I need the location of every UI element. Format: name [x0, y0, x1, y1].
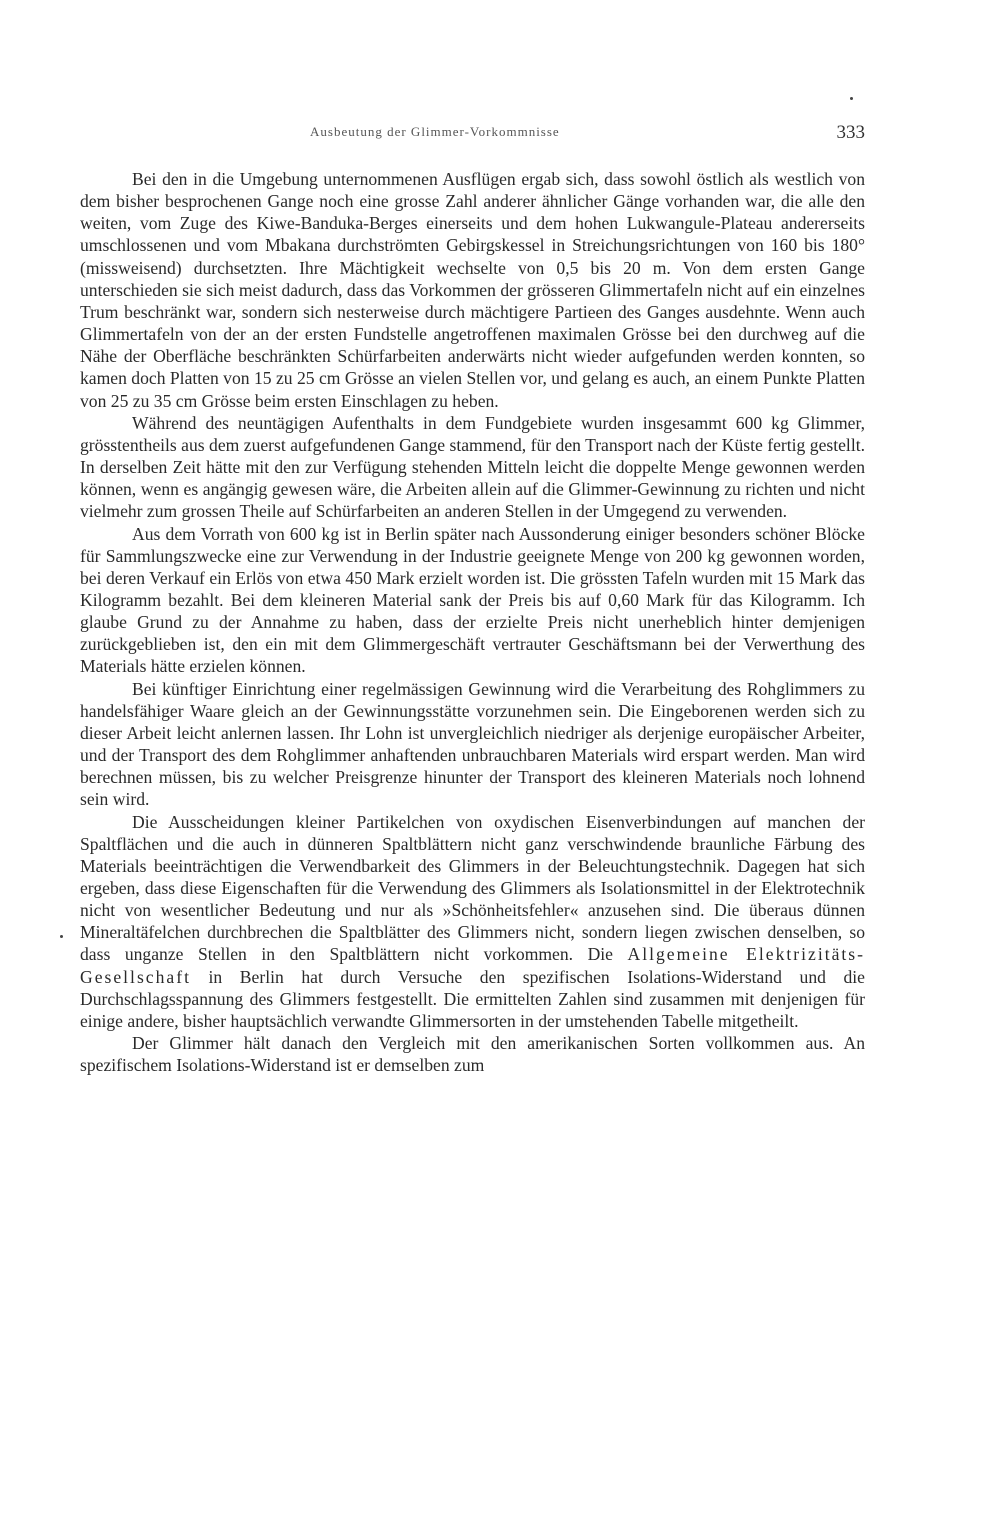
paragraph-3-text: Aus dem Vorrath von 600 kg ist in Berlin später nach Aussonderung einiger besonders schöner Blöcke für Sammlungszwecke eine zur Verwendung in der Industrie geeignete Menge von 200 kg gewonnen worden, bei deren Verkauf ein Erlös von etwa 450 Mark erzielt worden ist. Die grössten Tafeln wurden mit 15 Mark das Kilogramm bezahlt. Bei dem kleineren Material sank der Preis bis auf 0,60 Mark für das Kilogramm. Ich glaube Grund zu der Annahme zu haben, dass der erzielte Preis nicht unerheblich hinter demjenigen zurückgeblieben ist, den ein mit dem Glimmergeschäft vertrauter Geschäftsmann bei der Verwerthung des Materials hätte erzielen können.: [80, 523, 865, 677]
company-name: Allgemeine Elektrizitäts-Gesellschaft: [80, 944, 865, 987]
paragraph-1-text: Bei den in die Umgebung unternommenen Ausflügen ergab sich, dass sowohl östlich als westlich von dem bisher besprochenen Gange noch eine grosse Zahl anderer ähnlicher Gänge vorhanden war, die alle den weiten, vom Zuge des Kiwe-Banduka-Berges einerseits und dem hohen Lukwangule-Plateau andererseits umschlossenen und vom Mbakana durchströmten Gebirgskessel in Streichungsrichtungen von 160 bis 180° (missweisend) durchsetzten. Ihre Mächtigkeit wechselte von 0,5 bis 20 m. Von dem ersten Gange unterschieden sie sich meist dadurch, dass das Vorkommen der grösseren Glimmertafeln nicht auf ein einzelnes Trum beschränkt war, sondern sich nesterweise durch mächtigere Partieen des Ganges ausdehnte. Wenn auch Glimmertafeln von der an der ersten Fundstelle angetroffenen maximalen Grösse bei den durchweg auf die Nähe der Oberfläche beschränkten Schürfarbeiten anderwärts nicht wieder aufgefunden werden konnten, so kamen doch Platten von 15 zu 25 cm Grösse an vielen Stellen vor, und gelang es auch, an einem Punkte Platten von 25 zu 35 cm Grösse beim ersten Einschlagen zu heben.: [80, 169, 865, 411]
scan-speck: [60, 935, 63, 938]
scan-speck: [850, 97, 853, 100]
paragraph-6-text: Der Glimmer hält danach den Vergleich mit den amerikanischen Sorten vollkommen aus. An spezifischem Isolations-Widerstand ist er demselben zum: [80, 1033, 865, 1076]
paragraph-5: [80, 811, 865, 1033]
paragraph-5-text-after: in Berlin hat durch Versuche den spezifischen Isolations-Widerstand und die Durchschlagsspannung des Glimmers festgestellt. Die ermittelten Zahlen sind zusammen mit denjenigen für einige andere, bisher hauptsächlich verwandte Glimmersorten in der umstehenden Tabelle mitgetheilt.: [80, 966, 865, 1031]
body-text: [80, 168, 865, 1076]
paragraph-2: [80, 412, 865, 523]
paragraph-3: [80, 523, 865, 678]
paragraph-4-text: Bei künftiger Einrichtung einer regelmässigen Gewinnung wird die Verarbeitung des Rohglimmers zu handelsfähiger Waare gleich an der Gewinnungsstätte vorzunehmen sein. Die Eingeborenen werden sich zu dieser Arbeit leicht anlernen lassen. Ihr Lohn ist unvergleichlich niedriger als derjenige europäischer Arbeiter, und der Transport des dem Rohglimmer anhaftenden unbrauchbaren Materials wird erspart werden. Man wird berechnen müssen, bis zu welcher Preisgrenze hinunter der Transport des kleineren Materials noch lohnend sein wird.: [80, 678, 865, 810]
paragraph-6: [80, 1032, 865, 1076]
paragraph-4: [80, 678, 865, 811]
paragraph-5-text: Die Ausscheidungen kleiner Partikelchen von oxydischen Eisenverbindungen auf manchen der Spaltflächen und die auch in dünneren Spaltblättern nicht ganz verschwindende braunliche Färbung des Materials beeinträchtigen die Verwendbarkeit des Glimmers in der Beleuchtungstechnik. Dagegen hat sich ergeben, dass diese Eigenschaften für die Verwendung des Glimmers als Isolationsmittel in der Elektrotechnik nicht von wesentlicher Bedeutung und nur als »Schönheitsfehler« anzusehen sind. Die überaus dünnen Mineraltäfelchen durchbrechen die Spaltblätter des Glimmers nicht, sondern liegen zwischen denselben, so dass unganze Stellen in den Spaltblättern nicht vorkommen. Die: [80, 811, 865, 965]
page-header: [80, 118, 870, 148]
paragraph-1: [80, 168, 865, 412]
page-number: 333: [836, 122, 865, 143]
running-head: Ausbeutung der Glimmer-Vorkommnisse: [310, 124, 560, 139]
paragraph-2-text: Während des neuntägigen Aufenthalts in dem Fundgebiete wurden insgesammt 600 kg Glimmer, grösstentheils aus dem zuerst aufgefundenen Gange stammend, für den Transport nach der Küste fertig gestellt. In derselben Zeit hätte mit den zur Verfügung stehenden Mitteln leicht die doppelte Menge gewonnen werden können, wenn es angängig gewesen wäre, die Arbeiten allein auf die Glimmer-Gewinnung zu richten und nicht vielmehr zum grossen Theile auf Schürfarbeiten an anderen Stellen in der Umgegend zu verwenden.: [80, 412, 865, 522]
